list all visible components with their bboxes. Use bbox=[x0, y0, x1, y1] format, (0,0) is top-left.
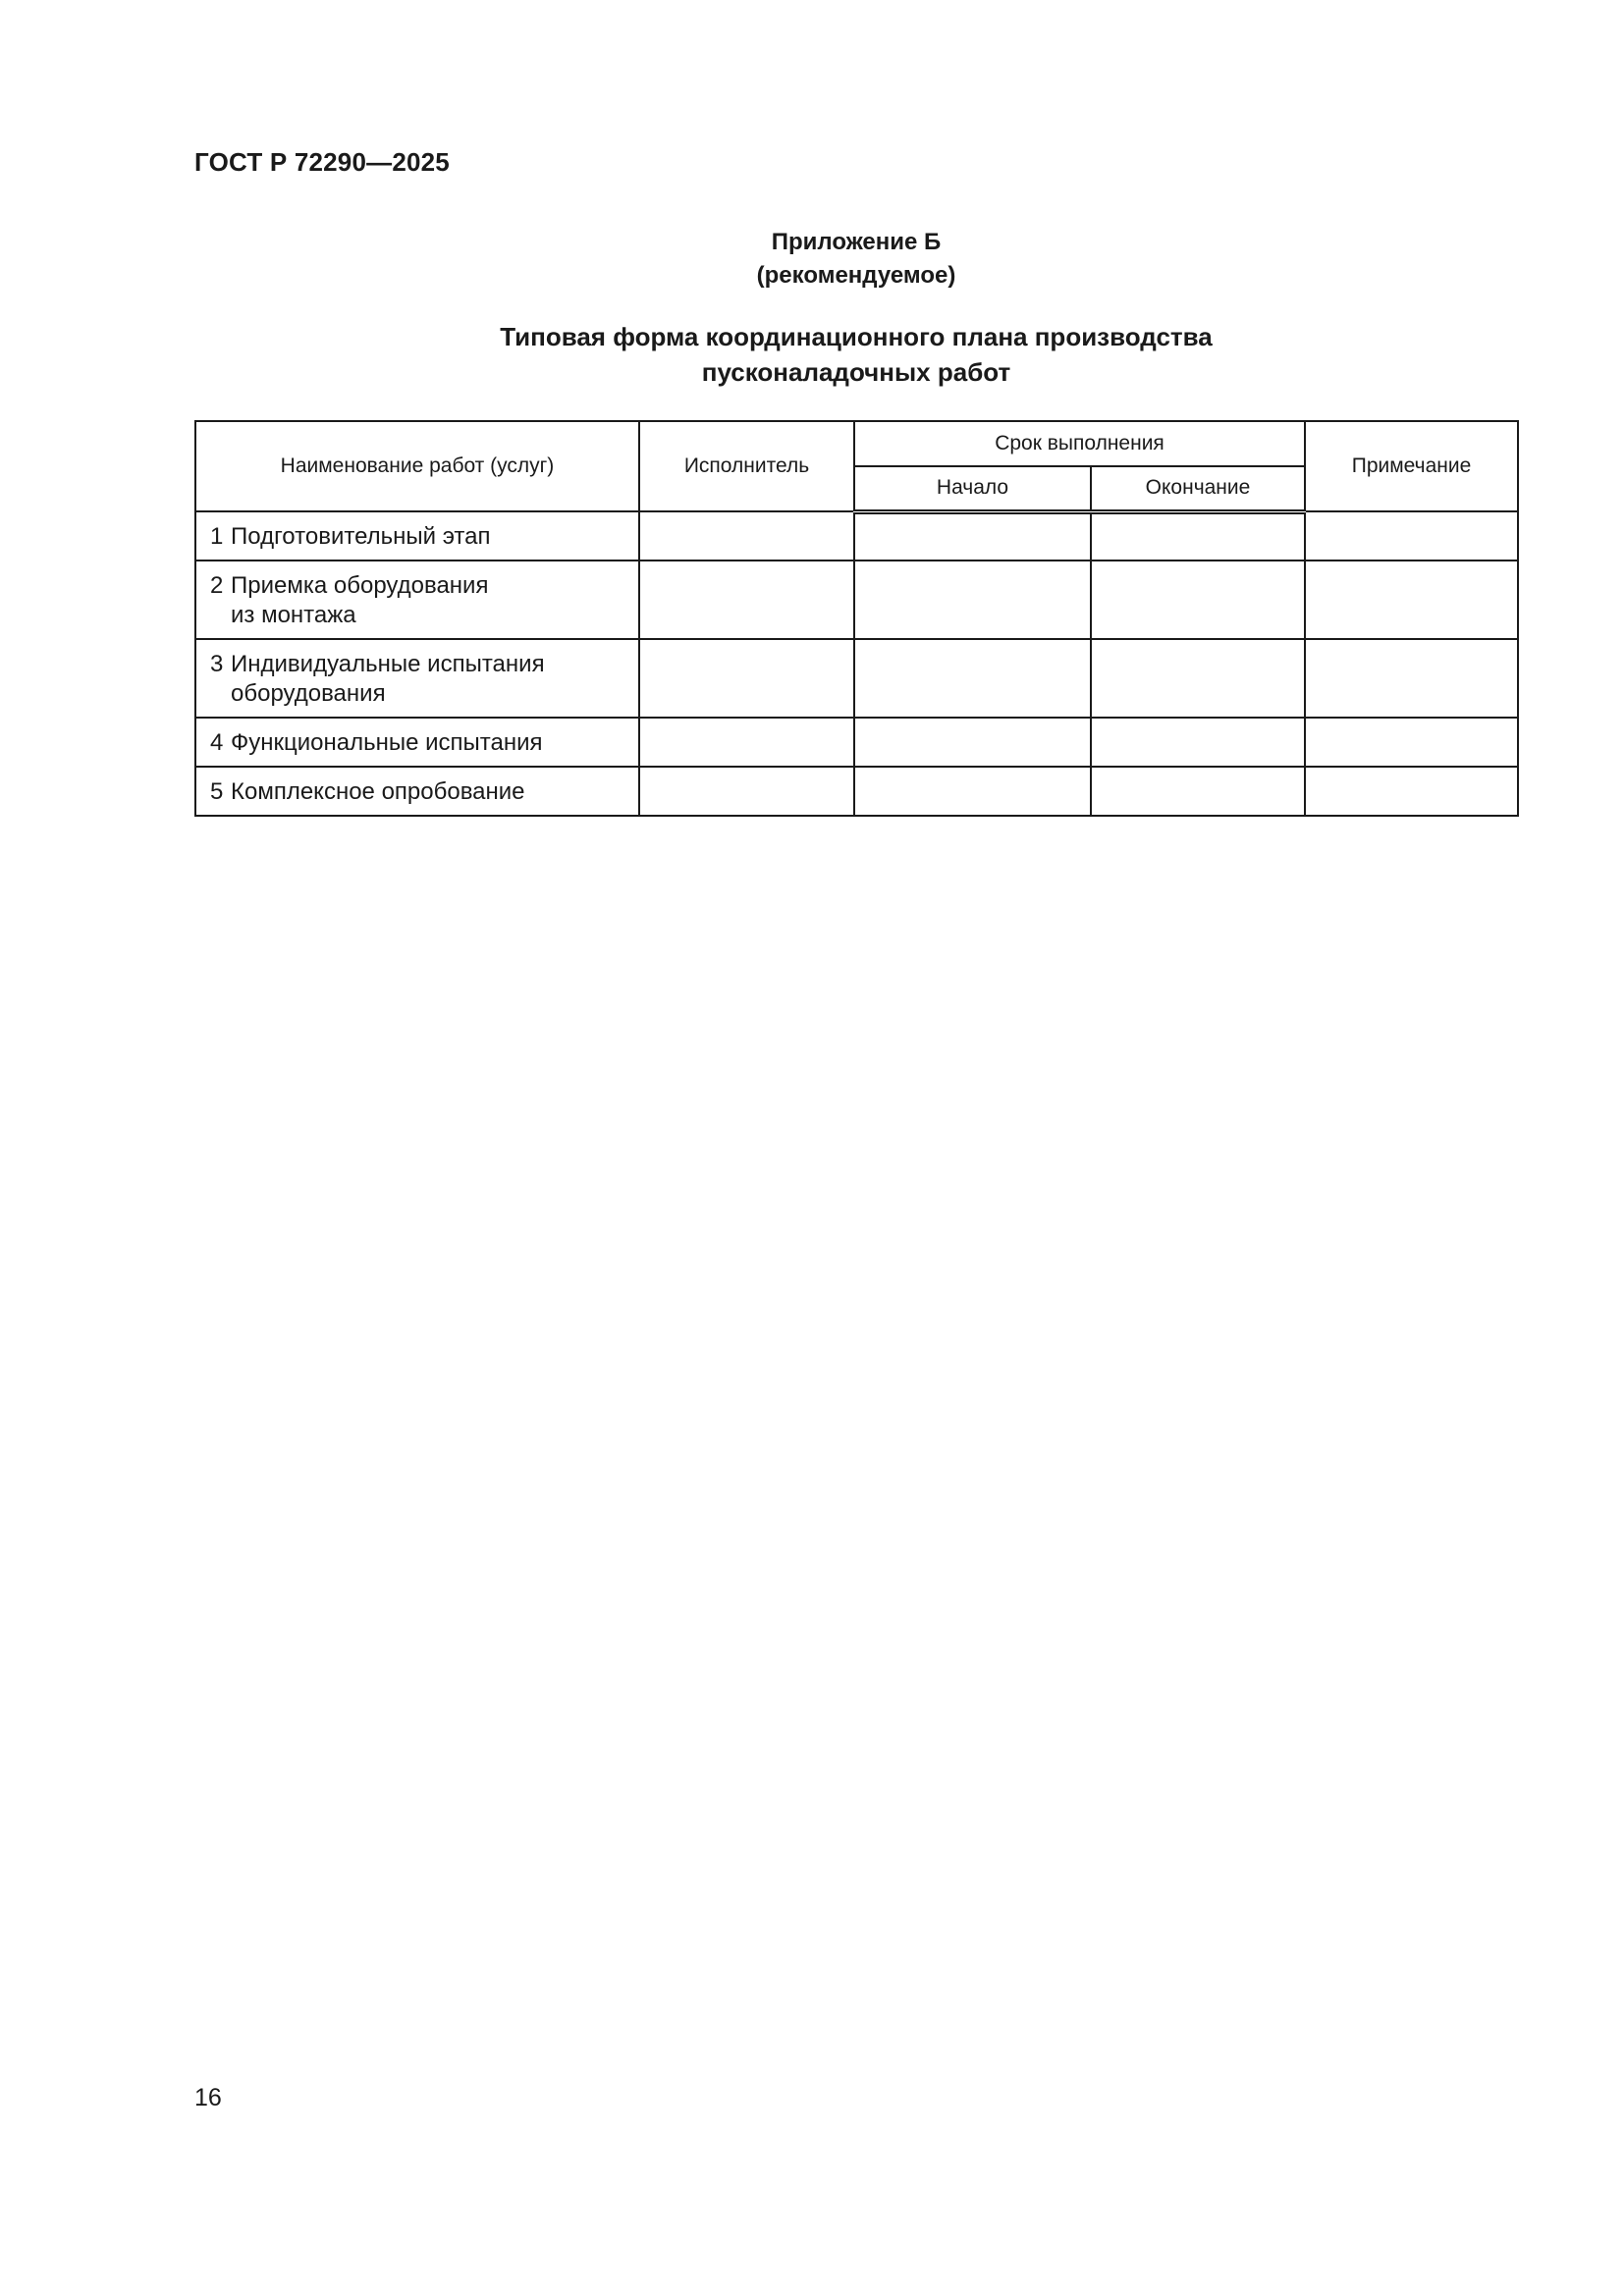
header-work-name: Наименование работ (услуг) bbox=[195, 421, 639, 511]
appendix-heading bbox=[0, 226, 1624, 293]
executor-cell bbox=[639, 718, 854, 767]
work-name-cell bbox=[195, 511, 639, 561]
header-executor: Исполнитель bbox=[639, 421, 854, 511]
work-name-line: Приемка оборудования bbox=[231, 572, 489, 599]
work-name-line: Функциональные испытания bbox=[231, 729, 543, 756]
row-number: 2 bbox=[210, 572, 224, 599]
table-row bbox=[195, 511, 1518, 561]
executor-cell bbox=[639, 639, 854, 718]
note-cell bbox=[1305, 639, 1518, 718]
work-name-text bbox=[231, 571, 623, 630]
start-cell bbox=[854, 561, 1091, 639]
end-cell bbox=[1091, 511, 1305, 561]
work-name-cell bbox=[195, 561, 639, 639]
executor-cell bbox=[639, 511, 854, 561]
table-row bbox=[195, 718, 1518, 767]
header-deadline: Срок выполнения bbox=[854, 421, 1305, 466]
work-name-line: оборудования bbox=[231, 680, 386, 707]
note-cell bbox=[1305, 561, 1518, 639]
row-number: 5 bbox=[210, 778, 224, 805]
end-cell bbox=[1091, 561, 1305, 639]
work-name-text bbox=[231, 650, 623, 709]
row-number: 3 bbox=[210, 651, 224, 677]
executor-cell bbox=[639, 561, 854, 639]
header-start: Начало bbox=[854, 466, 1091, 511]
start-cell bbox=[854, 511, 1091, 561]
work-name-line: Комплексное опробование bbox=[231, 778, 525, 805]
work-name-cell bbox=[195, 718, 639, 767]
coordination-plan-table bbox=[194, 420, 1519, 817]
work-name-text bbox=[231, 522, 623, 552]
work-name-text bbox=[231, 777, 623, 807]
note-cell bbox=[1305, 718, 1518, 767]
executor-cell bbox=[639, 767, 854, 816]
document-code: ГОСТ Р 72290—2025 bbox=[194, 147, 450, 177]
form-title bbox=[0, 319, 1624, 390]
work-name-cell bbox=[195, 767, 639, 816]
note-cell bbox=[1305, 511, 1518, 561]
work-name-text bbox=[231, 728, 623, 758]
header-note: Примечание bbox=[1305, 421, 1518, 511]
table-row bbox=[195, 561, 1518, 639]
start-cell bbox=[854, 767, 1091, 816]
start-cell bbox=[854, 639, 1091, 718]
row-number: 1 bbox=[210, 523, 224, 550]
appendix-title: Приложение Б bbox=[771, 229, 942, 255]
end-cell bbox=[1091, 639, 1305, 718]
form-title-line-1: Типовая форма координационного плана производства bbox=[500, 322, 1213, 351]
work-name-line: Индивидуальные испытания bbox=[231, 651, 545, 677]
start-cell bbox=[854, 718, 1091, 767]
appendix-status: (рекомендуемое) bbox=[756, 262, 956, 289]
row-number: 4 bbox=[210, 729, 224, 756]
work-name-cell bbox=[195, 639, 639, 718]
table-row bbox=[195, 639, 1518, 718]
page-number: 16 bbox=[194, 2084, 222, 2111]
end-cell bbox=[1091, 767, 1305, 816]
form-title-line-2: пусконаладочных работ bbox=[701, 357, 1011, 387]
work-name-line: из монтажа bbox=[231, 602, 356, 628]
table-row bbox=[195, 767, 1518, 816]
header-end: Окончание bbox=[1091, 466, 1305, 511]
note-cell bbox=[1305, 767, 1518, 816]
work-name-line: Подготовительный этап bbox=[231, 523, 491, 550]
end-cell bbox=[1091, 718, 1305, 767]
